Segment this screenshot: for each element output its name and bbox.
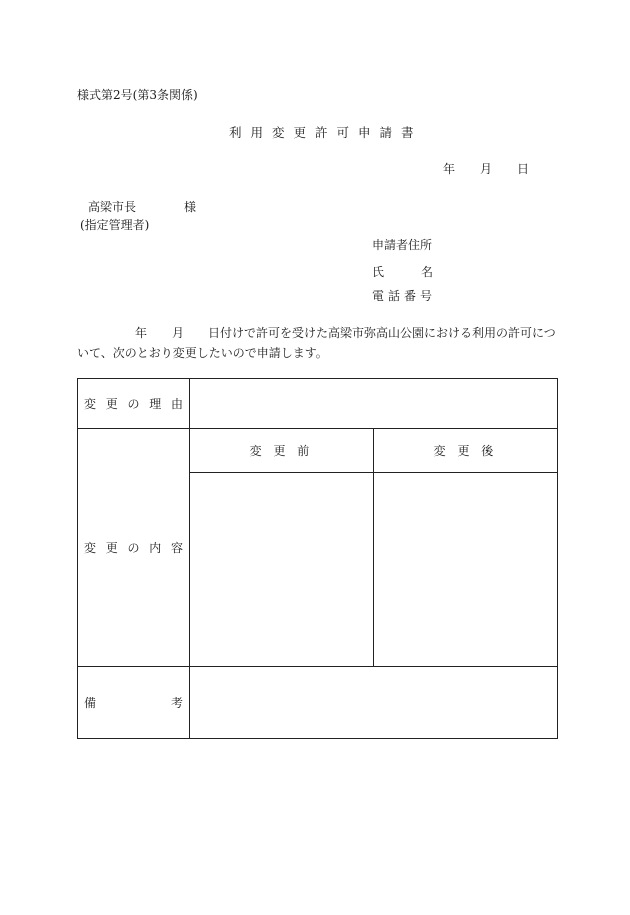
- reason-label-cell: [78, 379, 190, 429]
- content-label: [84, 539, 189, 556]
- after-change-input-cell[interactable]: [374, 473, 558, 667]
- before-change-label: 変 更 前: [249, 444, 314, 458]
- body-month-label: 月: [172, 326, 185, 340]
- content-char: の: [127, 541, 140, 555]
- applicant-phone-label: 電話番号: [372, 289, 437, 303]
- content-label-cell: [78, 429, 190, 667]
- content-char: 変: [84, 541, 97, 555]
- remarks-label: [84, 694, 189, 711]
- content-char: 容: [170, 541, 183, 555]
- body-text-line-1: 日付けで許可を受けた高梁市弥高山公園における利用の許可につ: [208, 326, 556, 340]
- reason-row: [78, 379, 558, 429]
- content-char: 更: [105, 541, 118, 555]
- addressee: 高梁市長: [88, 200, 137, 214]
- reason-char: 理: [149, 397, 162, 411]
- content-header-row: [78, 429, 558, 473]
- applicant-name-label-2: 名: [421, 265, 434, 279]
- reason-char: の: [127, 397, 140, 411]
- before-change-header: [190, 429, 374, 473]
- document-title: 利用変更許可申請書: [229, 125, 423, 140]
- before-change-input-cell[interactable]: [190, 473, 374, 667]
- body-text-line-2: いて、次のとおり変更したいので申請します。: [77, 346, 328, 360]
- applicant-address-label: 申請者住所: [372, 238, 433, 252]
- addressee-honorific: 様: [184, 200, 197, 214]
- content-char: 内: [149, 541, 162, 555]
- applicant-name-label-1: 氏: [372, 265, 385, 279]
- reason-label: [84, 395, 189, 412]
- reason-char: 由: [170, 397, 183, 411]
- after-change-header: [374, 429, 558, 473]
- remarks-label-cell: [78, 667, 190, 739]
- reason-char: 変: [84, 397, 97, 411]
- addressee-note: (指定管理者): [80, 218, 150, 232]
- date-month-label: 月: [480, 162, 493, 176]
- after-change-label: 変 更 後: [433, 444, 498, 458]
- date-day-label: 日: [517, 162, 530, 176]
- reason-char: 更: [105, 397, 118, 411]
- remarks-char: 考: [170, 696, 183, 710]
- remarks-input-cell[interactable]: [190, 667, 558, 739]
- reason-input-cell[interactable]: [190, 379, 558, 429]
- remarks-char: 備: [84, 696, 97, 710]
- change-form-table: [77, 378, 558, 739]
- form-number: 様式第2号(第3条関係): [77, 88, 198, 102]
- remarks-row: [78, 667, 558, 739]
- date-year-label: 年: [443, 162, 456, 176]
- body-year-label: 年: [135, 326, 148, 340]
